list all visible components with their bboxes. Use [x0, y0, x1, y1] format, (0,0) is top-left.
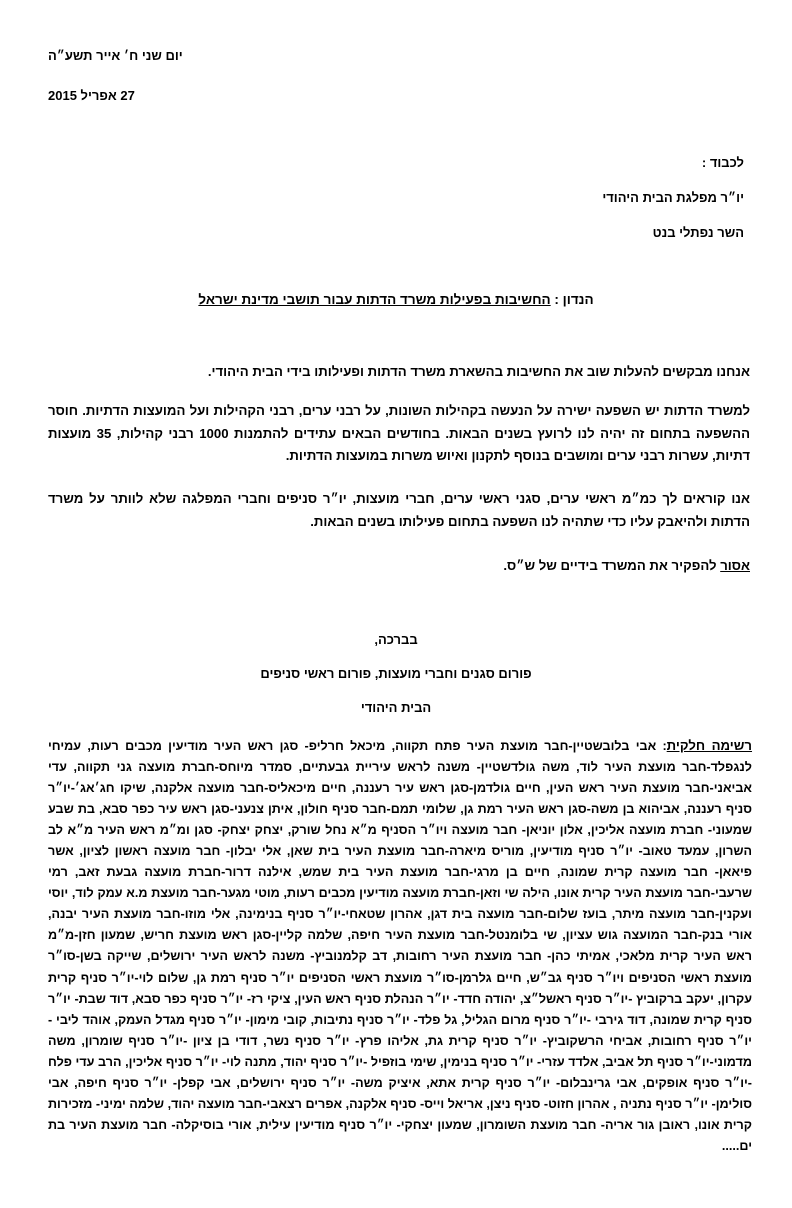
signature-forum: פורום סגנים וחברי מועצות, פורום ראשי סניפים	[260, 666, 532, 681]
body-paragraph-4	[48, 555, 750, 578]
salutation: לכבוד :	[701, 155, 744, 170]
partial-signatory-list	[48, 735, 752, 1157]
subject-line	[40, 292, 752, 307]
partial-list-names: : אבי בלובשטיין-חבר מועצת העיר פתח תקווה, מיכאל חרליפ- סגן ראש העיר מודיעין מכבים רעות, עמיחי לנגפלד-חבר מועצת העיר לוד, משה גולדשטיין- משנה לראש עיריית גבעתיים, סמדר מיוחס-חברת מועצה גני תקווה, עדי אביאני-חבר מועצת העיר ראש העין, חיים גולדמן-סגן ראש עיר רעננה, חיים מיכאליס-חבר מועצה אלקנה, שיקו חג׳אג׳-יו״ר סניף רעננה, אביהוא בן משה-סגן ראש העיר רמת גן, שלומי תמם-חבר סניף חולון, איתן צנעני-סגן ראש עיר כפר סבא, בת שבע שמעוני- חברת מועצה אליכין, אלון יוניאן- חבר מועצה ויו״ר הסניף מ״א נחל שורק, יצחק יצחק- סגן ומ״מ ראש העיר מ״א לב השרון, עמעד טאוב- יו״ר סניף מודיעין, מוריס מיארה-חבר מועצת העיר בית שאן, אלי יבלון- חבר מועצה ראשון לציון, אשר פיאאן- חבר מועצה קרית שמונה, חיים בן מרגי-חבר מועצת העיר בית שמש, אילנה דרור-חברת מועצה גבעת זאב, רמי שרעבי-חבר מועצת העיר קרית אונו, הילה שי וזאן-חברת מועצה מודיעין מכבים רעות, מוטי מגער-חבר מועצת מ.א עמק לוד, יוסי ועקנין-חבר מועצה מיתר, בועז שלום-חבר מועצה בית דגן, אהרון שטאחי-יו״ר סניף בנימינה, אלי מוזו-חבר מועצת העיר יבנה, אורי בנק-חבר המועצה גוש עציון, שי בלומנטל-חבר מועצת העיר חיפה, שלמה קליין-סגן ראש מועצת חריש, שמעון חזן-מ״מ ראש העיר קרית מלאכי, אמיתי כהן- חבר מועצת העיר רחובות, דב קלמנוביץ- משנה לראש העיר ירושלים, שייקה בשן-סו״ר מועצת ראשי הסניפים ויו״ר סניף גב״ש, חיים גלרמן-סו״ר מועצת ראשי הסניפים יו״ר סניף רמת גן, שלום לוי-יו״ר סניף קרית עקרון, יעקב ברקוביץ -יו״ר סניף ראשל״צ, יהודה חדד- יו״ר הנהלת סניף ראש העין, ציקי רז- יו״ר סניף כפר סבא, דוד שבת- יו״ר סניף קרית שמונה, דוד גירבי -יו״ר סניף מרום הגליל, גל פלד- יו״ר סניף נתיבות, קובי מימון- יו״ר סניף מגדל העמק, אוהד ליבי -יו״ר סניף רחובות, אביחי הרשקוביץ- יו״ר סניף קרית גת, אליהו פרץ- יו״ר סניף נשר, דודי בן ציון -יו״ר סניף שומרון, משה מדמוני-יו״ר סניף תל אביב, אלדד עזרי- יו״ר סניף בנימין, שימי בוזפיל -יו״ר סניף יהוד, מתנה לוי- יו״ר סניף אליכין, הרב עדי פלח -יו״ר סניף אופקים, אבי גרינבלום- יו״ר סניף קרית אתא, איציק משה- יו״ר סניף ירושלים, אבי קפלן- יו״ר סניף חיפה, אבי סולימן- יו״ר סניף נתניה , אהרון חזוט- סניף ניצן, אריאל וייס- סניף אלקנה, אפרים רצאבי-חבר מועצה יהוד, שלמה ימיני- מזכירות קרית אונו, ראובן גור אריה- חבר מועצת השומרון, שמעון יצחקי- יו״ר סניף מודיעין עילית, אורי בוסיקלה- חבר מועצת העיר בת ים.....	[48, 739, 752, 1153]
body-paragraph-3: אנו קוראים לך כמ״מ ראשי ערים, סגני ראשי ערים, חברי מועצות, יו״ר סניפים וחברי המפלגה שלא לוותר על משרד הדתות ולהיאבק עליו כדי שתהיה לנו השפעה בתחום פעילותו בשנים הבאות.	[48, 491, 750, 529]
addressee-name: השר נפתלי בנט	[652, 225, 744, 240]
partial-list-label: רשימה חלקית	[666, 738, 753, 753]
subject-text: החשיבות בפעילות משרד הדתות עבור תושבי מדינת ישראל	[198, 292, 551, 307]
forbidden-emphasis: אסור	[720, 558, 750, 573]
hebrew-date: יום שני ח׳ אייר תשע״ה	[48, 48, 183, 63]
subject-label: הנדון :	[554, 292, 594, 307]
body-paragraph-1: אנחנו מבקשים להעלות שוב את החשיבות בהשארת משרד הדתות ופעילותו בידי הבית היהודי.	[207, 364, 750, 379]
gregorian-date: 27 אפריל 2015	[48, 88, 135, 103]
closing-greeting: בברכה,	[374, 632, 418, 647]
body-paragraph-2: למשרד הדתות יש השפעה ישירה על הנעשה בקהילות השונות, על רבני ערים, רבני הקהילות ועל המועצות הדתיות. חוסר ההשפעה בתחום זה יהיה לנו לרועץ בשנים הבאות. בחודשים הבאים עתידים להתמנות 1000 רבני קהילות, 35 מועצות דתיות, עשרות רבני ערים ומושבים בנוסף לתקנון ואיוש משרות במועצות הדתיות.	[48, 403, 750, 463]
body-paragraph-4-rest: להפקיר את המשרד בידיים של ש״ס.	[503, 558, 721, 573]
signature-party: הבית היהודי	[360, 700, 432, 715]
addressee-title: יו״ר מפלגת הבית היהודי	[602, 190, 744, 205]
